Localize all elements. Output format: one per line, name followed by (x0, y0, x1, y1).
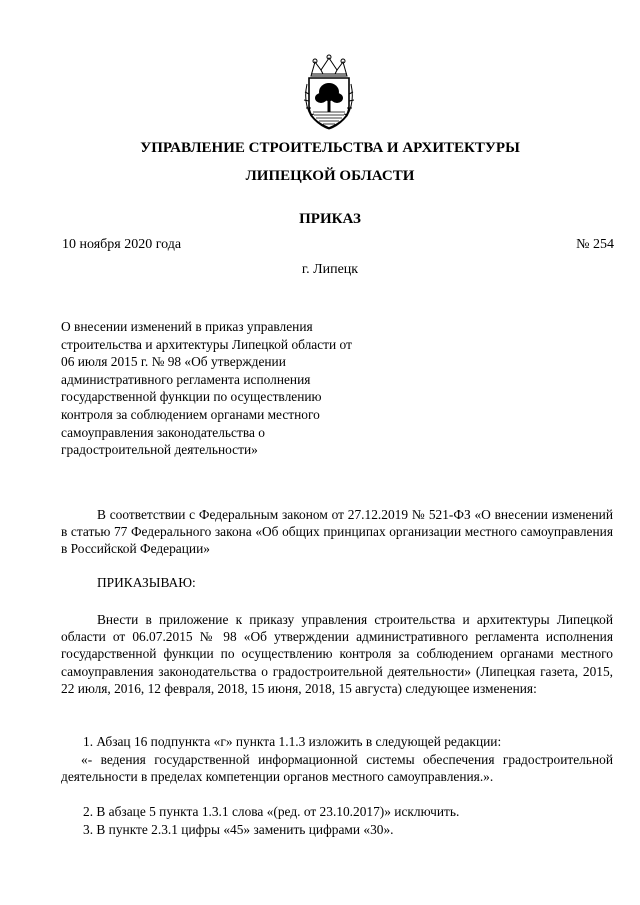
document-type: ПРИКАЗ (299, 211, 361, 227)
document-city: г. Липецк (301, 262, 359, 277)
date-number-line (62, 236, 614, 254)
main-paragraph: Внести в приложение к приказу управления строительства и архитектуры Липецкой области от 06.07.2015 № 98 «Об утверждении административного регламента исполнения государственной функции по осуществлению контроля за соблюдением органами местного самоуправления законодательства о градостроительной деятельности» (Липецкая газета, 2015, 22 июля, 2016, 12 февраля, 2018, 15 июня, 2018, 15 августа) следующее изменения: (61, 612, 613, 696)
legal-basis-paragraph: В соответствии с Федеральным законом от 27.12.2019 № 521-ФЗ «О внесении изменений в статью 77 Федерального закона «Об общих принципах организации местного самоуправления в Российской Федерации» (61, 507, 613, 557)
organization-region: ЛИПЕЦКОЙ ОБЛАСТИ (245, 168, 415, 184)
list-item: «- ведения государственной информационной системы обеспечения градостроительной деятельности в пределах компетенции органов местного самоуправления.». (61, 752, 613, 785)
list-item: 3. В пункте 2.3.1 цифры «45» заменить цифрами «30». (83, 822, 394, 837)
coat-of-arms-icon (301, 54, 357, 130)
order-word: ПРИКАЗЫВАЮ: (97, 575, 196, 590)
organization-name: УПРАВЛЕНИЕ СТРОИТЕЛЬСТВА И АРХИТЕКТУРЫ (140, 140, 520, 156)
document-number: № 254 (576, 237, 614, 252)
document-date: 10 ноября 2020 года (62, 237, 182, 252)
list-item: 2. В абзаце 5 пункта 1.3.1 слова «(ред. от 23.10.2017)» исключить. (83, 804, 460, 819)
document-subject: О внесении изменений в приказ управления строительства и архитектуры Липецкой области от 06 июля 2015 г. № 98 «Об утверждении административного регламента исполнения государственной функции по осуществлению контроля за соблюдением органами местного самоуправления законодательства о градостроительной деятельности» (61, 319, 352, 458)
list-item: 1. Абзац 16 подпункта «г» пункта 1.1.3 изложить в следующей редакции: (83, 734, 502, 749)
